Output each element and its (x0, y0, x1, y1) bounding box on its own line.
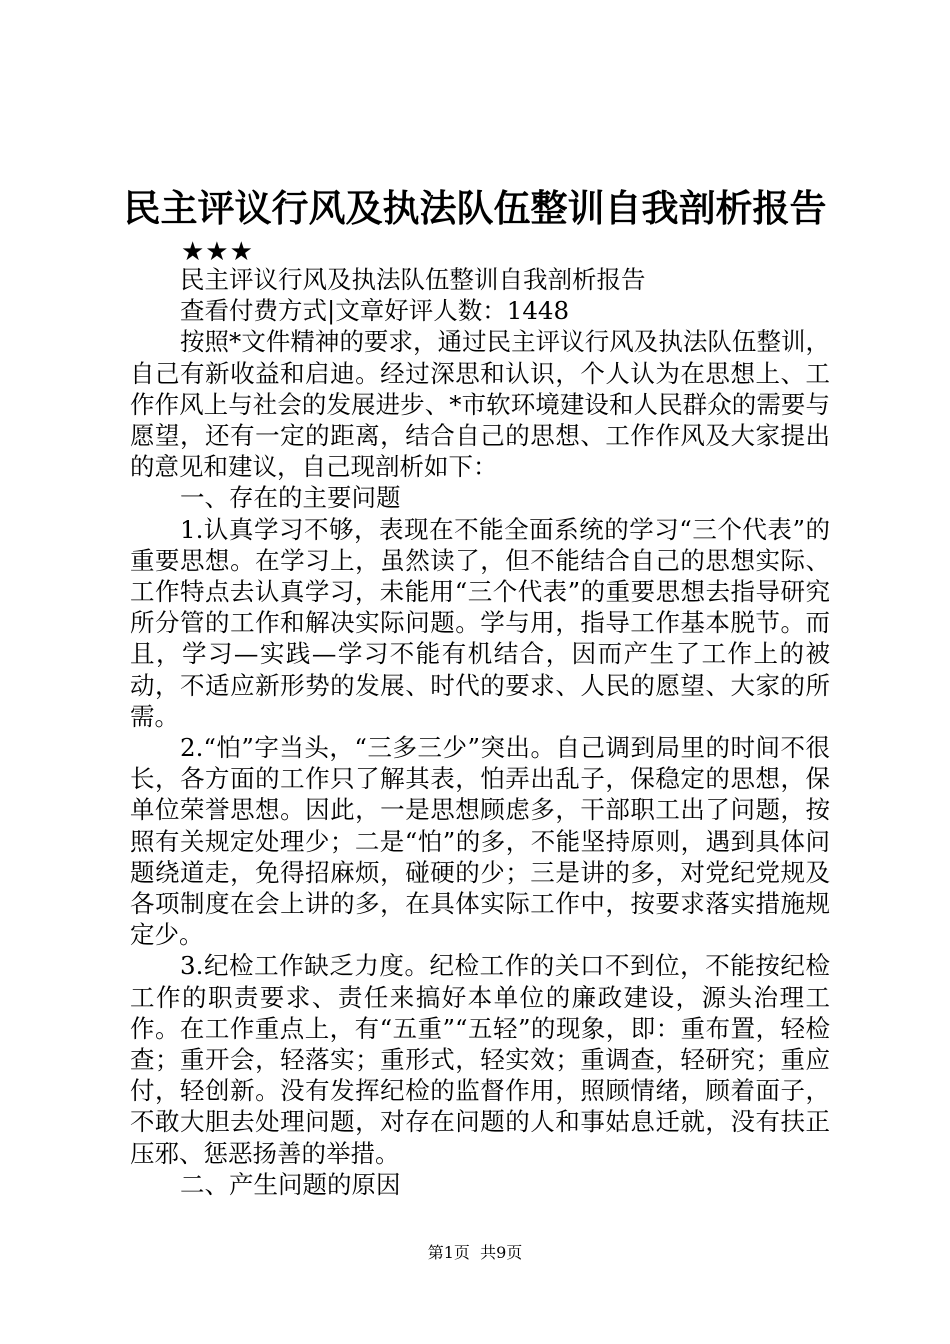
document-title: 民主评议行风及执法队伍整训自我剖析报告 (123, 186, 827, 230)
problem-paragraph-2: 2.“怕”字当头，“三多三少”突出。自己调到局里的时间不很长，各方面的工作只了解其表，怕弄出乱子，保稳定的思想，保单位荣誉思想。因此，一是思想顾虑多，干部职工出了问题，按照有关规定处理少；二是“怕”的多，不能坚持原则，遇到具体问题绕道走，免得招麻烦，碰硬的少；三是讲的多，对党纪党规及各项制度在会上讲的多，在具体实际工作中，按要求落实措施规定少。 (130, 733, 830, 950)
document-body (130, 264, 830, 1200)
rating-stars: ★★★ (181, 237, 254, 267)
meta-paragraph: 查看付费方式|文章好评人数：1448 (180, 296, 570, 326)
subtitle-paragraph: 民主评议行风及执法队伍整训自我剖析报告 (180, 265, 646, 294)
page-footer (0, 1242, 950, 1264)
section-heading-causes: 二、产生问题的原因 (180, 1169, 401, 1199)
page-number: 第1页 (427, 1243, 470, 1262)
section-heading-problems: 一、存在的主要问题 (180, 483, 401, 513)
problem-paragraph-1: 1.认真学习不够，表现在不能全面系统的学习“三个代表”的重要思想。在学习上，虽然读了，但不能结合自己的思想实际、工作特点去认真学习，未能用“三个代表”的重要思想去指导研究所分管的工作和解决实际问题。学与用，指导工作基本脱节。而且，学习—实践—学习不能有机结合，因而产生了工作上的被动，不适应新形势的发展、时代的要求、人民的愿望、大家的所需。 (130, 514, 830, 731)
intro-paragraph: 按照*文件精神的要求，通过民主评议行风及执法队伍整训，自己有新收益和启迪。经过深思和认识，个人认为在思想上、工作作风上与社会的发展进步、*市软环境建设和人民群众的需要与愿望，还有一定的距离，结合自己的思想、工作作风及大家提出的意见和建议，自己现剖析如下： (130, 327, 830, 482)
problem-paragraph-3: 3.纪检工作缺乏力度。纪检工作的关口不到位，不能按纪检工作的职责要求、责任来搞好本单位的廉政建设，源头治理工作。在工作重点上，有“五重”“五轻”的现象，即：重布置，轻检查；重开会，轻落实；重形式，轻实效；重调查，轻研究；重应付，轻创新。没有发挥纪检的监督作用，照顾情绪，顾着面子，不敢大胆去处理问题，对存在问题的人和事姑息迁就，没有扶正压邪、惩恶扬善的举措。 (130, 951, 830, 1168)
page-total: 共9页 (480, 1243, 523, 1262)
